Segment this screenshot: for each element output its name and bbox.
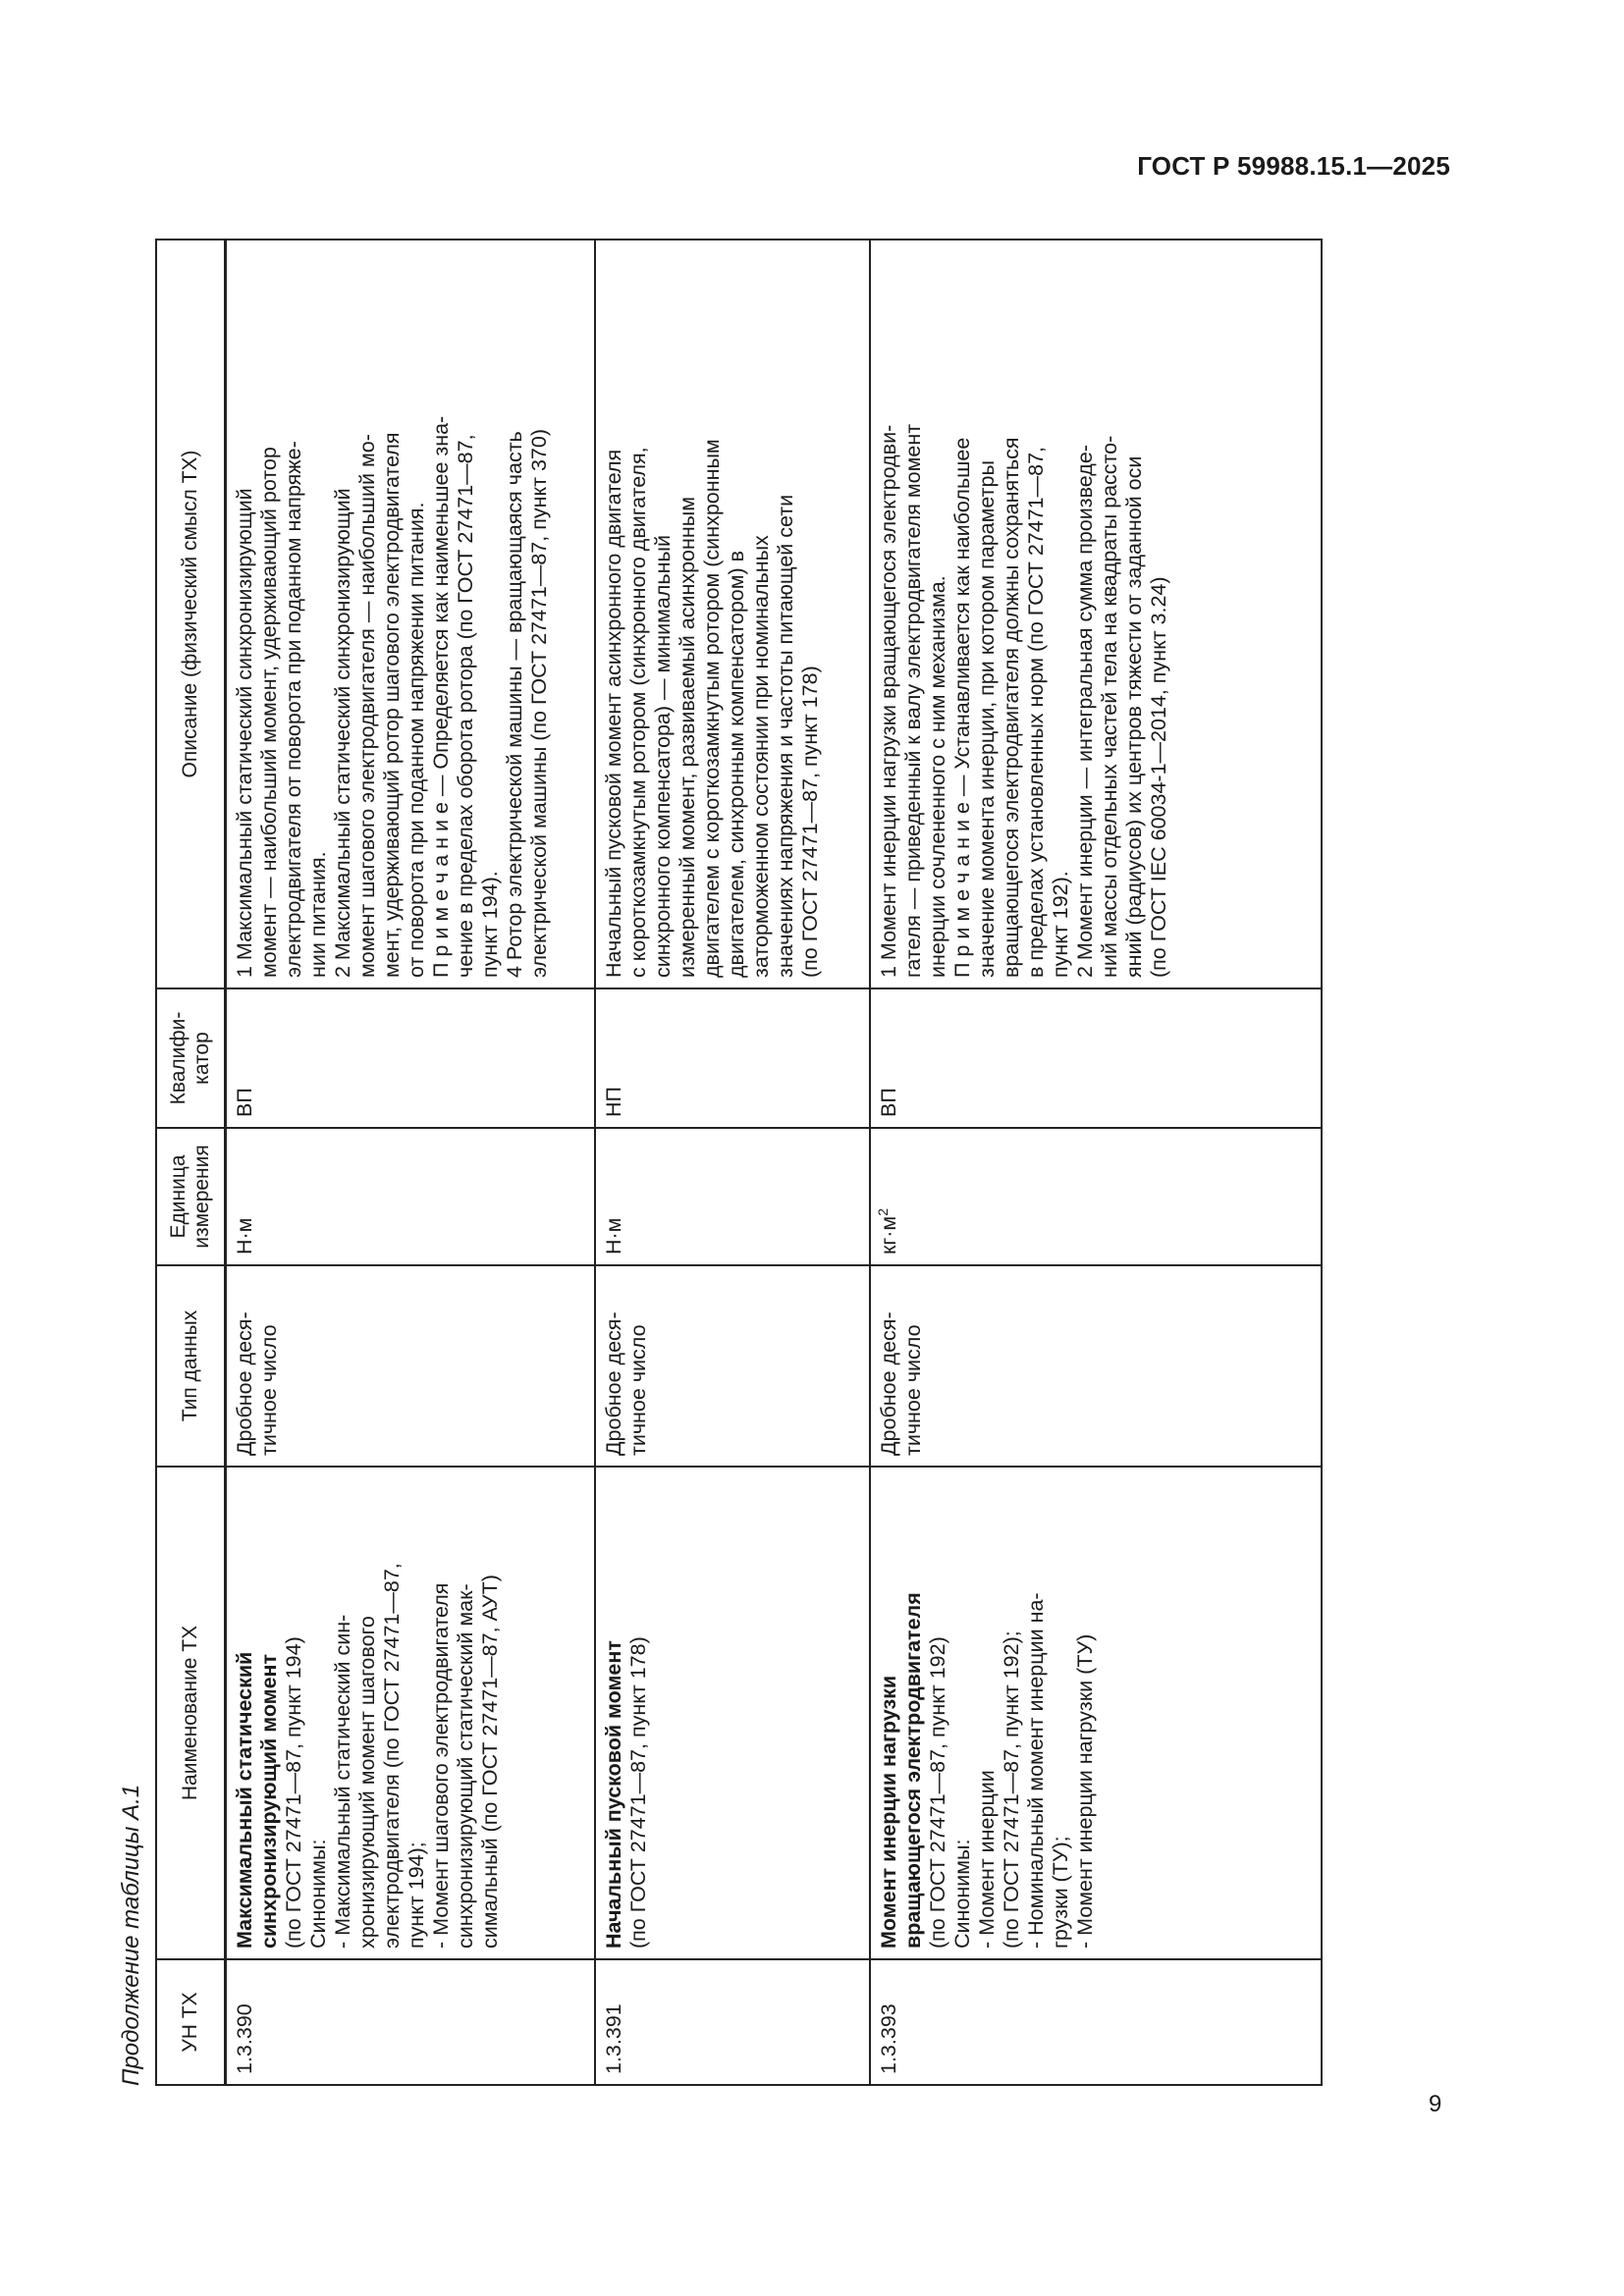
characteristic-name-line: (по ГОСТ 27471—87, пункт 194)	[282, 1636, 305, 1949]
data-type-line: Дробное деся-	[601, 1311, 625, 1456]
unit-cell	[870, 1128, 1322, 1265]
unit-cell	[595, 1128, 870, 1265]
qualifier-cell: ВП	[870, 988, 1322, 1128]
characteristic-name-cell	[870, 1467, 1322, 1959]
description-line: П р и м е ч а н и е — Устанавливается как наибольшее	[949, 437, 974, 978]
table-row	[595, 240, 870, 2085]
characteristic-name-cell	[226, 1467, 595, 1959]
description-line: инерции сочлененного с ним механизма.	[925, 575, 949, 978]
description-line: 4 Ротор электрической машины — вращающаяся часть	[503, 431, 526, 978]
characteristic-name-cell	[595, 1467, 870, 1959]
unit-text: Н·м	[601, 1217, 625, 1255]
description-line: Начальный пусковой момент асинхронного двигателя	[601, 449, 625, 978]
description-line: П р и м е ч а н и е — Определяется как наименьшее зна-	[429, 415, 453, 978]
description-line: (по ГОСТ 27471—87, пункт 178)	[797, 666, 822, 978]
rotated-table-area	[118, 240, 1308, 2086]
characteristic-name-line: грузки (ТУ);	[1048, 1836, 1072, 1949]
characteristic-name-line: Синонимы:	[306, 1839, 330, 1949]
description-line: измеренный момент, развиваемый асинхронным	[675, 497, 699, 978]
qualifier-cell: НП	[595, 988, 870, 1128]
description-line: (по ГОСТ IEC 60034-1—2014, пункт 3.24)	[1146, 576, 1170, 978]
unit-exponent: 2	[874, 1208, 891, 1216]
description-line: момент — наибольший момент, удерживающий ротор	[257, 447, 281, 978]
page-number: 9	[1429, 2091, 1442, 2117]
description-line: гателя — приведенный к валу электродвигателя момент	[900, 423, 925, 978]
description-cell	[595, 240, 870, 988]
characteristic-name-title: Максимальный статический	[233, 1651, 256, 1949]
characteristic-name-line: - Момент инерции	[974, 1770, 999, 1949]
description-line: с короткозамкнутым ротором (синхронного двигателя,	[625, 447, 650, 978]
description-line: пункт 194).	[478, 871, 502, 978]
description-line: 1 Максимальный статический синхронизирующий	[233, 488, 256, 978]
description-line: от поворота при поданном напряжении питания.	[405, 502, 428, 978]
data-type-line: тичное число	[257, 1324, 281, 1456]
unit-cell	[226, 1128, 595, 1265]
characteristic-id-cell: 1.3.390	[226, 1959, 595, 2085]
characteristic-id-cell: 1.3.391	[595, 1959, 870, 2085]
description-line: чение в пределах оборота ротора (по ГОСТ 27471—87,	[454, 434, 477, 978]
characteristic-name-line: - Момент инерции нагрузки (ТУ)	[1072, 1633, 1097, 1949]
characteristic-name-title: Момент инерции нагрузки	[876, 1675, 900, 1949]
characteristic-name-line: пункт 194);	[405, 1842, 428, 1949]
table-caption: Продолжение таблицы А.1	[118, 1784, 144, 2086]
description-line: ний массы отдельных частей тела на квадраты рассто-	[1097, 435, 1121, 978]
characteristic-name-title: вращающегося электродвигателя	[900, 1592, 925, 1949]
table-row	[870, 240, 1322, 2085]
characteristic-name-line: - Номинальный момент инерции на-	[1023, 1592, 1048, 1949]
column-header-unit: Единица измерения	[156, 1128, 226, 1265]
description-line: значение момента инерции, при котором параметры	[974, 460, 999, 978]
data-type-cell	[595, 1265, 870, 1467]
data-type-line: тичное число	[625, 1324, 650, 1456]
description-line: нии питания.	[306, 851, 330, 978]
description-line: электродвигателя от поворота при поданном напряже-	[282, 441, 305, 978]
data-type-cell	[870, 1265, 1322, 1467]
column-header-name: Наименование ТХ	[156, 1467, 226, 1959]
unit-text: Н·м	[233, 1217, 256, 1255]
description-line: мент, удерживающий ротор шагового электродвигателя	[380, 432, 404, 978]
description-line: в пределах установленных норм (по ГОСТ 27471—87,	[1023, 446, 1048, 978]
qualifier-cell: ВП	[226, 988, 595, 1128]
description-line: заторможенном состоянии при номинальных	[748, 535, 773, 978]
characteristic-name-line: (по ГОСТ 27471—87, пункт 178)	[625, 1636, 650, 1949]
description-line: электрической машины (по ГОСТ 27471—87, пункт 370)	[527, 429, 551, 978]
column-header-type: Тип данных	[156, 1265, 226, 1467]
description-line: двигателем, синхронным компенсатором) в	[724, 550, 748, 978]
description-cell	[226, 240, 595, 988]
description-line: двигателем с короткозамкнутым ротором (синхронным	[699, 439, 724, 978]
characteristic-name-line: электродвигателя (по ГОСТ 27471—87,	[380, 1563, 404, 1949]
column-header-id: УН ТХ	[156, 1959, 226, 2085]
description-line: момент шагового электродвигателя — наибольший мо-	[355, 434, 379, 978]
data-type-line: Дробное деся-	[233, 1311, 256, 1456]
characteristic-name-line: хронизирующий момент шагового	[355, 1616, 379, 1949]
description-line: 2 Момент инерции — интегральная сумма произведе-	[1072, 445, 1097, 978]
description-cell	[870, 240, 1322, 988]
characteristic-name-line: - Момент шагового электродвигателя	[429, 1582, 453, 1949]
column-header-qualifier: Квалифи-катор	[156, 988, 226, 1128]
description-line: 2 Максимальный статический синхронизирующий	[331, 488, 354, 978]
characteristic-name-line: - Максимальный статический син-	[331, 1614, 354, 1949]
description-line: пункт 192).	[1048, 871, 1072, 978]
data-type-line: Дробное деся-	[876, 1311, 900, 1456]
description-line: 1 Момент инерции нагрузки вращающегося электродви-	[876, 424, 900, 978]
characteristic-name-line: (по ГОСТ 27471—87, пункт 192)	[925, 1636, 949, 1949]
characteristic-id-cell: 1.3.393	[870, 1959, 1322, 2085]
characteristic-name-line: синхронизирующий статический мак-	[454, 1583, 477, 1949]
description-line: значениях напряжения и частоты питающей сети	[773, 494, 797, 978]
table-row	[226, 240, 595, 2085]
characteristics-table	[155, 239, 1323, 2086]
unit-text: кг·м	[876, 1215, 900, 1255]
column-header-description: Описание (физический смысл ТХ)	[156, 240, 226, 988]
characteristic-name-title: синхронизирующий момент	[257, 1653, 281, 1949]
table-header-row	[156, 240, 226, 2085]
description-line: яний (радиусов) их центров тяжести от заданной оси	[1121, 455, 1146, 978]
data-type-cell	[226, 1265, 595, 1467]
data-type-line: тичное число	[900, 1324, 925, 1456]
characteristic-name-line: симальный (по ГОСТ 27471—87, АУТ)	[478, 1575, 502, 1949]
characteristic-name-line: (по ГОСТ 27471—87, пункт 192);	[999, 1630, 1023, 1949]
description-line: синхронного компенсатора) — минимальный	[650, 535, 675, 978]
characteristic-name-title: Начальный пусковой момент	[601, 1640, 625, 1949]
description-line: вращающегося электродвигателя должны сохраняться	[999, 437, 1023, 978]
characteristic-name-line: Синонимы:	[949, 1839, 974, 1949]
document-code: ГОСТ Р 59988.15.1—2025	[1137, 151, 1450, 181]
